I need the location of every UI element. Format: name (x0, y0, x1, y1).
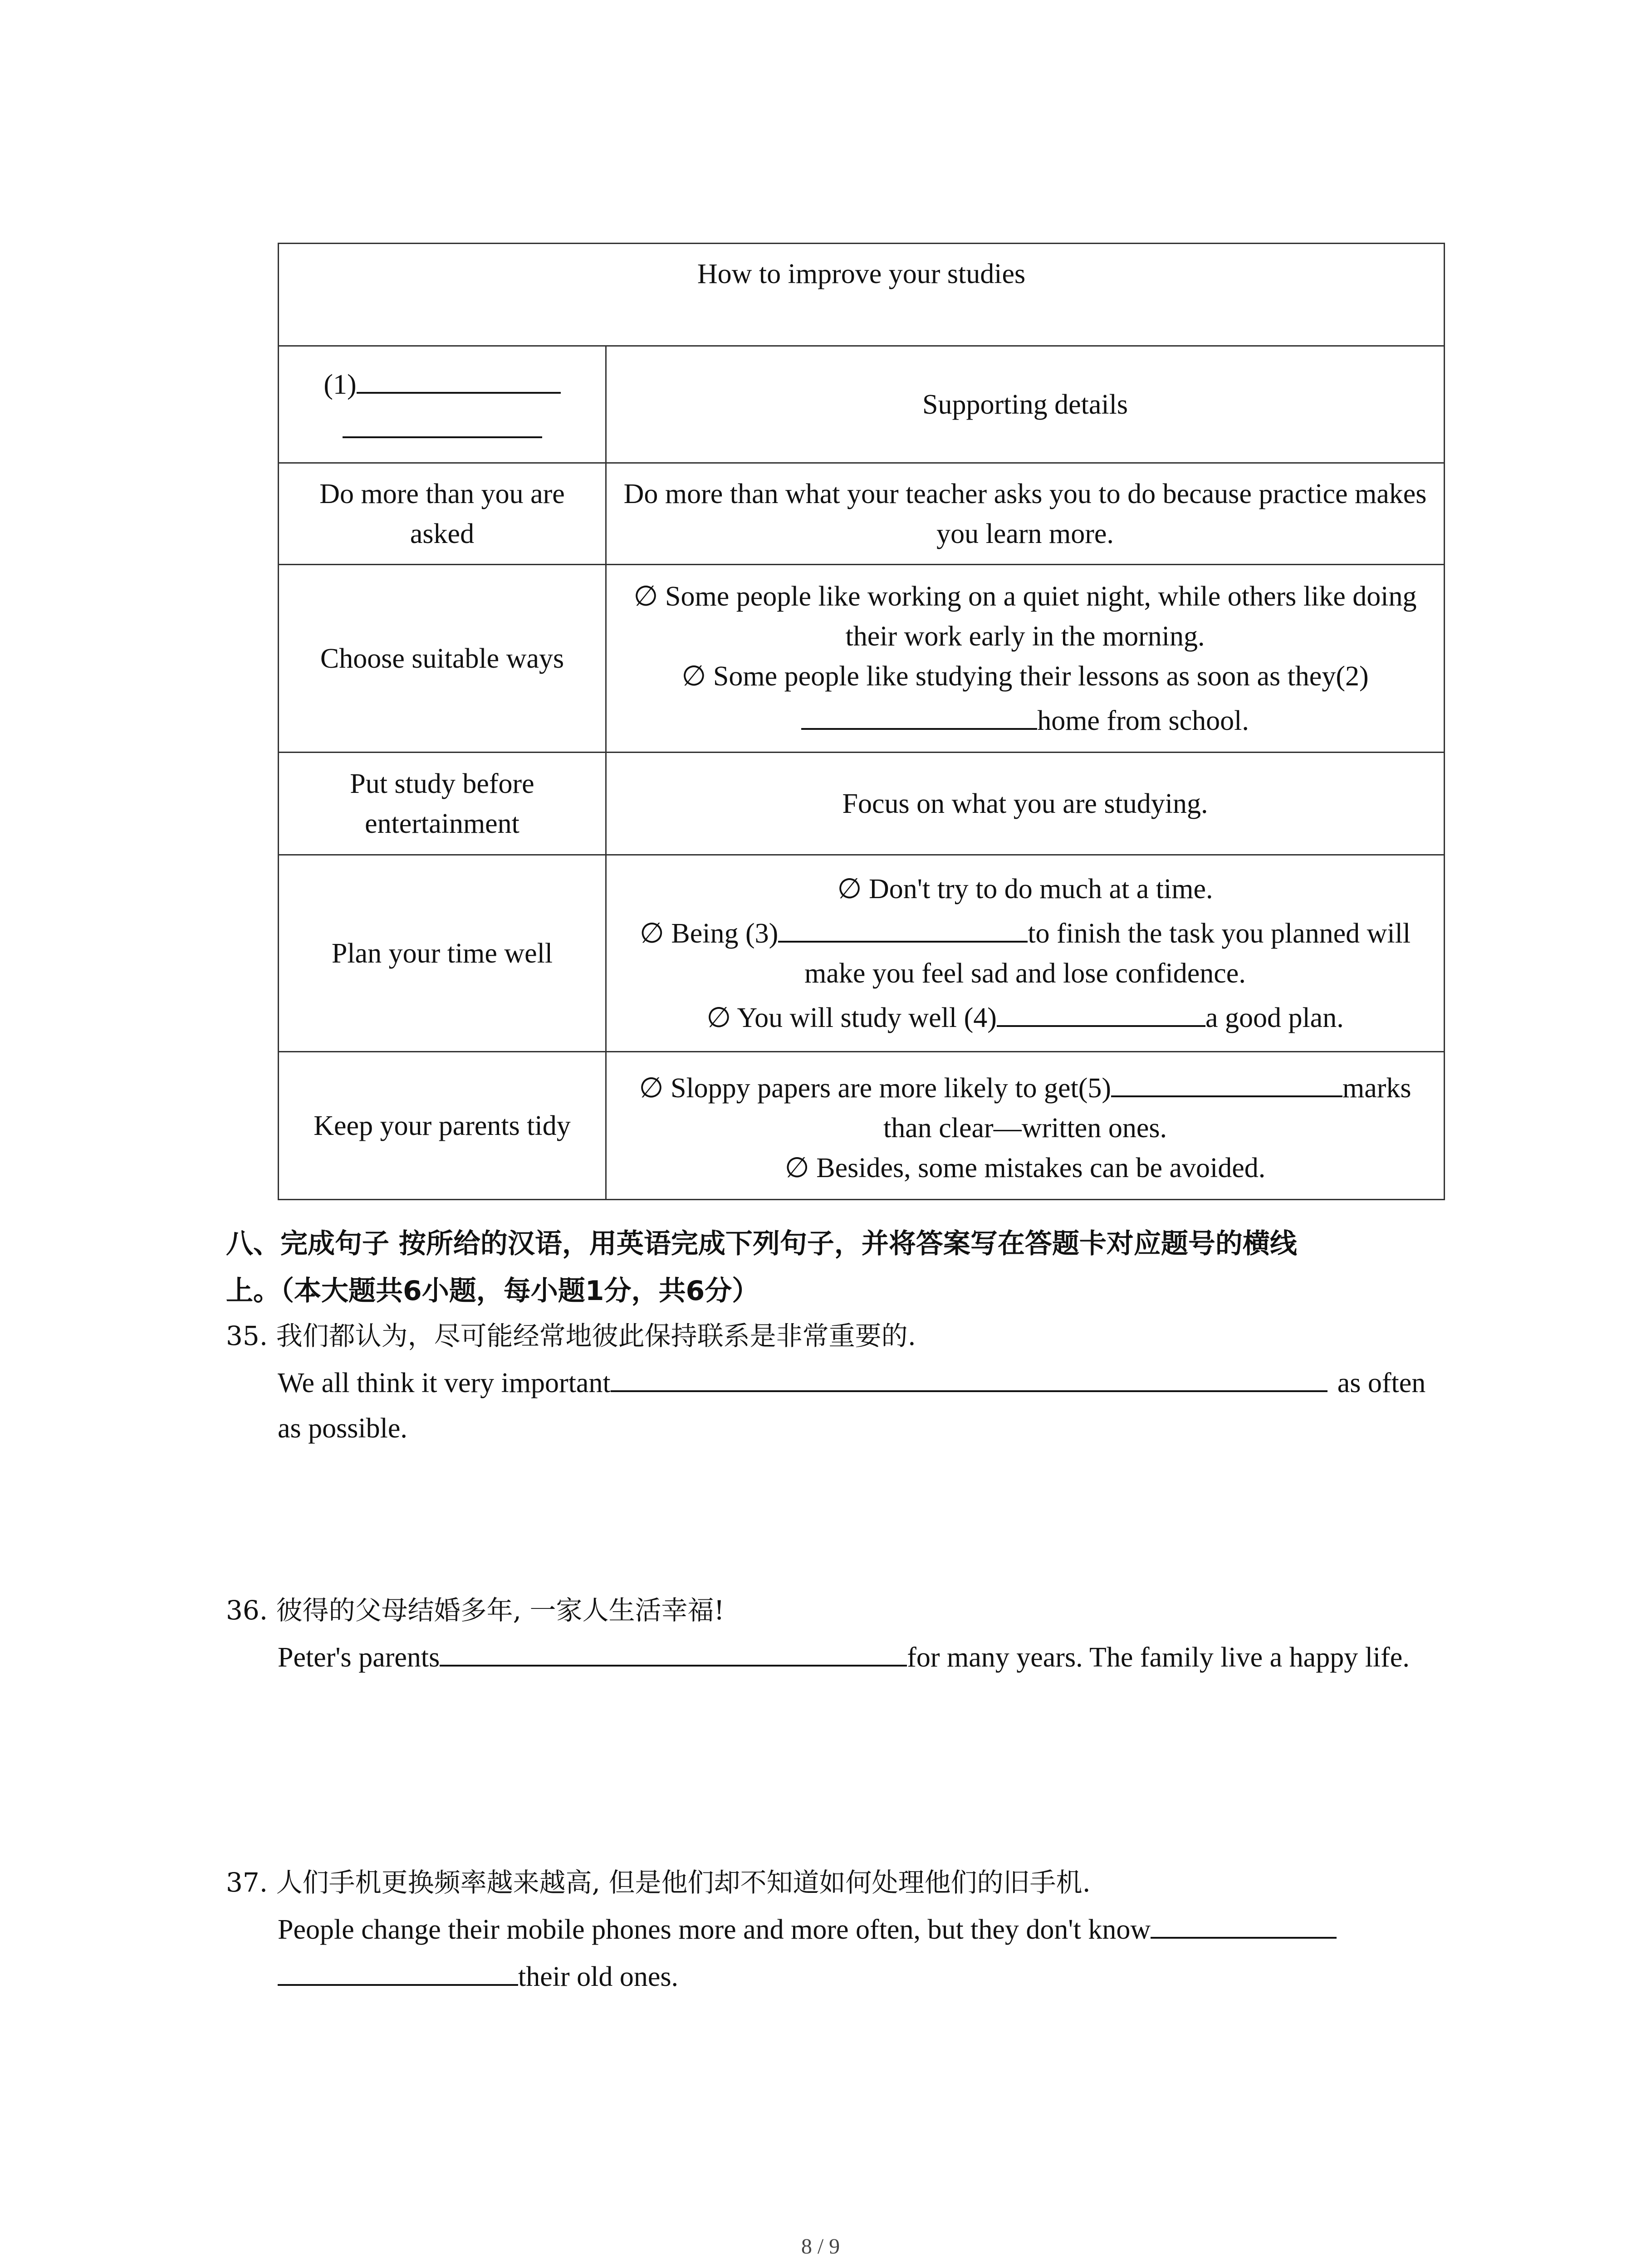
question-36-english: Peter's parents for many years. The family live a happy life. (226, 1633, 1451, 1680)
table-title: How to improve your studies (279, 244, 1445, 346)
question-37-chinese: 37. 人们手机更换频率越来越高, 但是他们却不知道如何处理他们的旧手机. (226, 1867, 1091, 1898)
answer-blank-3[interactable] (778, 909, 1028, 943)
question-37-english: People change their mobile phones more and more often, but they don't know their old ones. (226, 1905, 1451, 1999)
row-2-right (606, 565, 1445, 753)
row-4-detail-2: ∅ Being (3) to finish the task you planned will make you feel sad and lose confidence. (617, 909, 1433, 993)
row-3-left: Put study before entertainment (279, 753, 606, 855)
row-4-left: Plan your time well (279, 855, 606, 1052)
row-2-left: Choose suitable ways (279, 565, 606, 753)
row-5-right (606, 1052, 1445, 1200)
answer-blank-2[interactable] (801, 696, 1037, 730)
header-supporting-details: Supporting details (606, 346, 1445, 463)
answer-blank-36[interactable] (440, 1633, 907, 1667)
page-number: 8 / 9 (801, 2234, 840, 2258)
header-blank-cell (279, 346, 606, 463)
answer-blank-37a[interactable] (1151, 1905, 1337, 1939)
row-1-right: Do more than what your teacher asks you to do because practice makes you learn more. (606, 463, 1445, 565)
row-2-detail-2: ∅ Some people like studying their lessons as soon as they(2) home from school. (681, 660, 1369, 736)
row-2-detail-1: ∅ Some people like working on a quiet night, while others like doing their work early in the morning. (633, 581, 1417, 652)
answer-blank-1-cont[interactable] (343, 405, 542, 438)
row-5-left: Keep your parents tidy (279, 1052, 606, 1200)
answer-blank-35[interactable] (611, 1359, 1327, 1392)
study-tips-table (278, 243, 1445, 1200)
row-4-detail-1: ∅ Don't try to do much at a time. (837, 873, 1213, 904)
row-3-right: Focus on what you are studying. (606, 753, 1445, 855)
question-35 (226, 1313, 1451, 1451)
row-5-detail-1: ∅ Sloppy papers are more likely to get(5) marks than clear—written ones. (617, 1064, 1433, 1148)
row-1-left: Do more than you are asked (279, 463, 606, 565)
section-heading-line-1: 八、完成句子 按所给的汉语，用英语完成下列句子，并将答案写在答题卡对应题号的横线 (226, 1228, 1297, 1260)
question-37 (226, 1860, 1451, 1999)
answer-blank-1[interactable] (357, 360, 561, 394)
answer-blank-37b[interactable] (278, 1952, 518, 1986)
answer-blank-5[interactable] (1111, 1064, 1342, 1097)
row-4-detail-3: ∅ You will study well (4) a good plan. (617, 993, 1433, 1038)
blank-number-1: (1) (323, 369, 357, 400)
section-heading-line-2: 上。（本大题共6小题，每小题1分，共6分） (226, 1275, 759, 1307)
question-36-chinese: 36. 彼得的父母结婚多年, 一家人生活幸福! (226, 1595, 725, 1626)
question-35-chinese: 35. 我们都认为，尽可能经常地彼此保持联系是非常重要的. (226, 1320, 916, 1351)
section-heading (226, 1220, 1451, 1315)
question-35-english: We all think it very important as often as possible. (226, 1359, 1451, 1451)
row-5-detail-2: ∅ Besides, some mistakes can be avoided. (784, 1152, 1266, 1183)
question-36 (226, 1588, 1451, 1680)
answer-blank-4[interactable] (997, 993, 1205, 1027)
row-4-right (606, 855, 1445, 1052)
